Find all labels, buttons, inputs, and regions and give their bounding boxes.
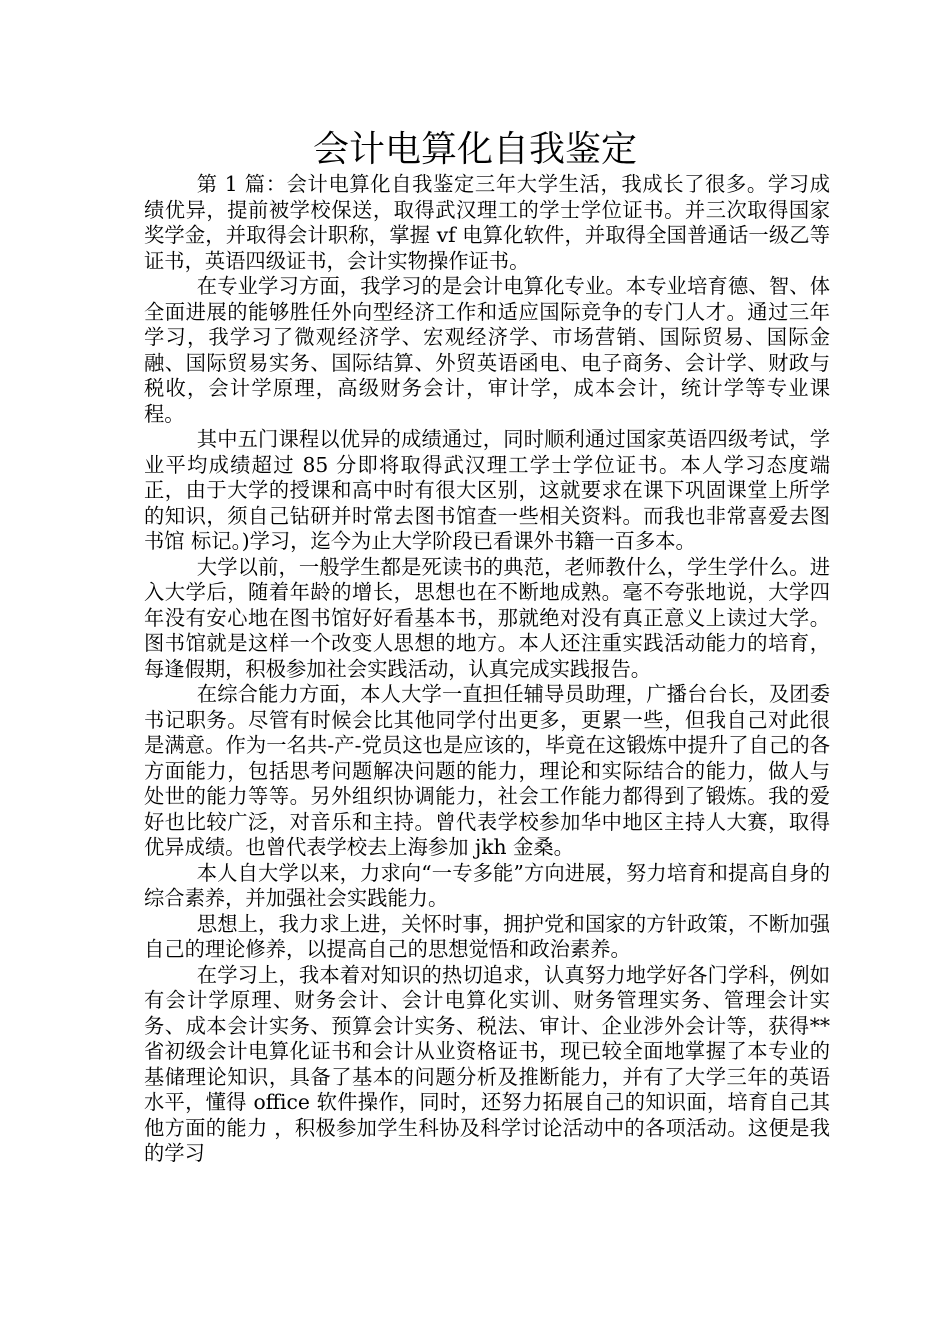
- paragraph-5: 在综合能力方面，本人大学一直担任辅导员助理，广播台台长，及团委书记职务。尽管有时候会比其他同学付出更多，更累一些，但我自己对此很是满意。作为一名共-产-党员这也是应该的，毕竟在这锻炼中提升了自己的各方面能力，包括思考问题解决问题的能力，理论和实际结合的能力，做人与处世的能力等等。另外组织协调能力，社会工作能力都得到了锻炼。我的爱好也比较广泛，对音乐和主持。曾代表学校参加华中地区主持人大赛，取得优异成绩。也曾代表学校去上海参加 jkh 金桑。: [144, 682, 830, 859]
- paragraph-1: 第 1 篇：会计电算化自我鉴定三年大学生活，我成长了很多。学习成绩优异，提前被学校保送，取得武汉理工的学士学位证书。并三次取得国家奖学金，并取得会计职称，掌握 vf 电算化软件，并取得全国普通话一级乙等证书，英语四级证书，会计实物操作证书。: [144, 172, 830, 273]
- document-title: 会计电算化自我鉴定: [312, 129, 637, 170]
- document-body: [144, 172, 830, 1167]
- paragraph-2: 在专业学习方面，我学习的是会计电算化专业。本专业培育德、智、体全面进展的能够胜任外向型经济工作和适应国际竞争的专门人才。通过三年学习，我学习了微观经济学、宏观经济学、市场营销、国际贸易、国际金融、国际贸易实务、国际结算、外贸英语函电、电子商务、会计学、财政与税收，会计学原理，高级财务会计，审计学，成本会计，统计学等专业课程。: [144, 274, 830, 426]
- paragraph-7: 思想上，我力求上进，关怀时事，拥护党和国家的方针政策，不断加强自己的理论修养，以提高自己的思想觉悟和政治素养。: [144, 911, 830, 961]
- paragraph-8: 在学习上，我本着对知识的热切追求，认真努力地学好各门学科，例如有会计学原理、财务会计、会计电算化实训、财务管理实务、管理会计实务、成本会计实务、预算会计实务、税法、审计、企业涉外会计等，获得**省初级会计电算化证书和会计从业资格证书，现已较全面地掌握了本专业的基储理论知识，具备了基本的问题分析及推断能力，并有了大学三年的英语水平，懂得 office 软件操作，同时，还努力拓展自己的知识面，培育自己其他方面的能力 ，积极参加学生科协及科学讨论活动中的各项活动。这便是我的学习: [144, 962, 830, 1165]
- paragraph-4: 大学以前，一般学生都是死读书的典范，老师教什么，学生学什么。进入大学后，随着年龄的增长，思想也在不断地成熟。毫不夸张地说，大学四年没有安心地在图书馆好好看基本书，那就绝对没有真正意义上读过大学。图书馆就是这样一个改变人思想的地方。本人还注重实践活动能力的培育，每逢假期，积极参加社会实践活动，认真完成实践报告。: [144, 554, 830, 681]
- paragraph-6: 本人自大学以来，力求向“一专多能”方向进展，努力培育和提高自身的综合素养，并加强社会实践能力。: [144, 860, 830, 910]
- paragraph-3: 其中五门课程以优异的成绩通过，同时顺利通过国家英语四级考试，学业平均成绩超过 85 分即将取得武汉理工学士学位证书。本人学习态度端正，由于大学的授课和高中时有很大区别，这就要求在课下巩固课堂上所学的知识，须自己钻研并时常去图书馆查一些相关资料。而我也非常喜爱去图书馆 标记。)学习，迄今为止大学阶段已看课外书籍一百多本。: [144, 427, 830, 553]
